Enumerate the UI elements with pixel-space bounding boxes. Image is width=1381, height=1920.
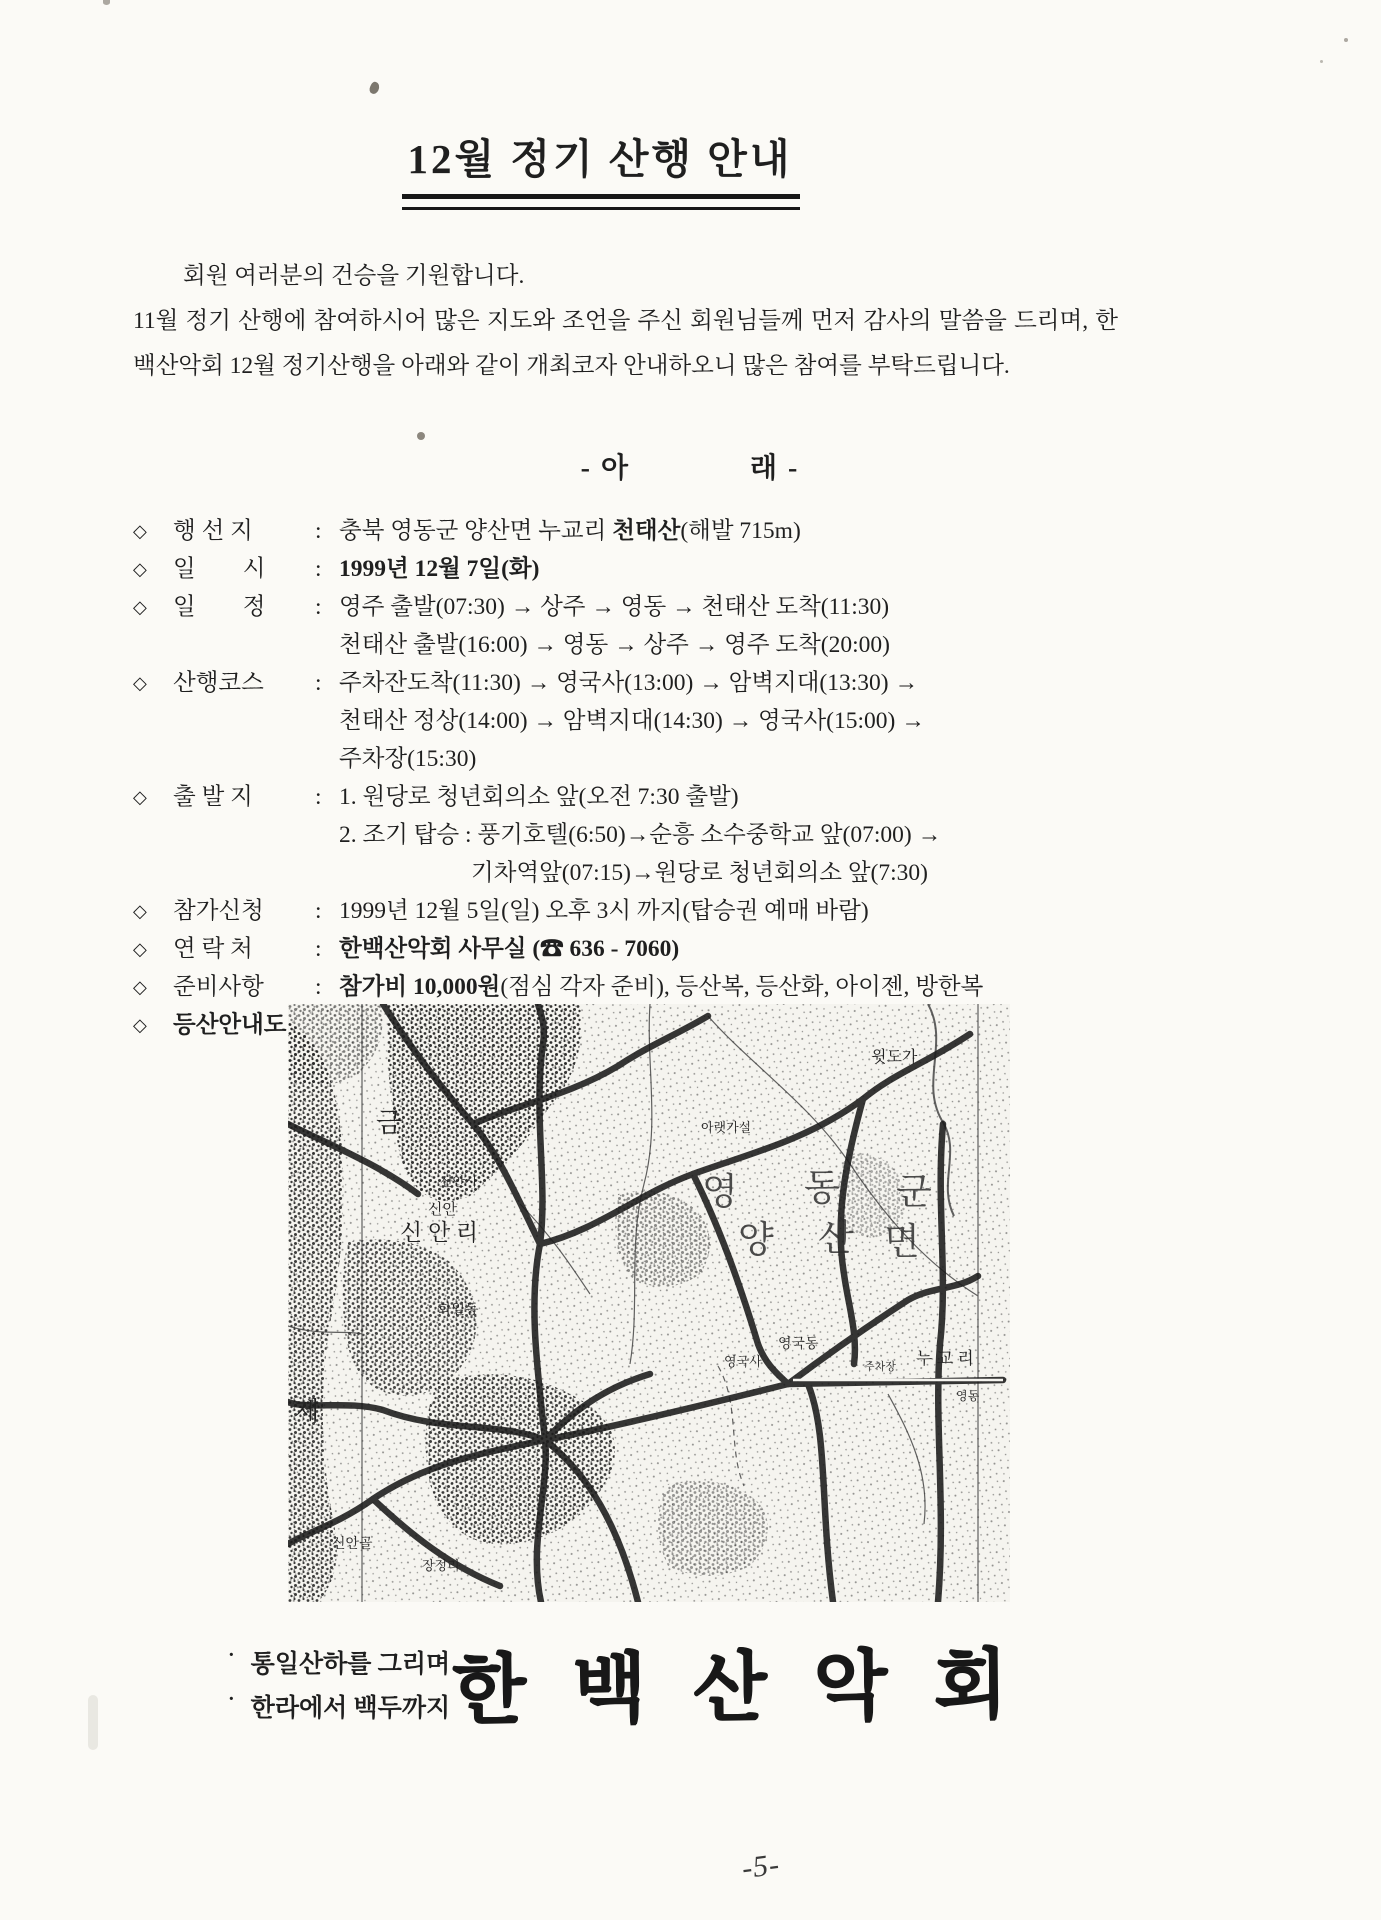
map-label-yeong: 영 (702, 1172, 738, 1213)
row-colon: : (315, 974, 322, 1000)
row-colon: : (315, 784, 322, 810)
row-label: 참가신청 (173, 898, 264, 924)
map-label-sinansa: 신안사 (440, 1174, 478, 1189)
scan-speck (1320, 60, 1323, 63)
diamond-bullet-icon: ◇ (133, 901, 147, 921)
row-label: 출 발 지 (173, 784, 253, 810)
row-colon: : (315, 936, 322, 962)
diamond-bullet-icon: ◇ (133, 559, 147, 579)
row-colon: : (315, 556, 322, 582)
hiking-map-image (288, 1004, 1010, 1602)
map-label-araetgasil: 아랫가실 (701, 1120, 752, 1135)
diamond-bullet-icon: ◇ (133, 521, 147, 541)
map-label-yang: 양 (738, 1220, 774, 1261)
map-label-sinan: 신안 (428, 1202, 457, 1218)
row-label: 산행코스 (173, 670, 264, 696)
slogan-line (228, 1644, 450, 1680)
row-value: 천태산 출발(16:00) → 영동 → 상주 → 영주 도착(20:00) (339, 632, 890, 658)
row-value: 1999년 12월 7일(화) (339, 556, 540, 582)
row-contact (133, 930, 1333, 968)
row-value: 2. 조기 탑승 : 풍기호텔(6:50)→순흥 소수중학교 앞(07:00) → (339, 822, 942, 848)
slogan-bullet-icon: · (228, 1644, 235, 1666)
map-label-witdoga: 윗도가 (871, 1049, 918, 1066)
title-underline (402, 194, 800, 210)
row-label: 행 선 지 (173, 518, 253, 544)
detail-list (133, 512, 1333, 1044)
row-value: 1. 원당로 청년회의소 앞(오전 7:30 출발) (339, 784, 739, 810)
map-label-san: 산 (818, 1218, 854, 1259)
row-value: 주차장(15:30) (339, 746, 477, 772)
scan-speck (103, 0, 110, 5)
row-label: 일 시 (173, 556, 266, 582)
map-label-sinangol: 신안골 (332, 1537, 373, 1552)
row-value: 충북 영동군 양산면 누교리 천태산(해발 715m) (339, 518, 801, 544)
map-label-myeon: 면 (884, 1222, 920, 1263)
map-label-hwaildong: 화일동 (438, 1303, 479, 1318)
row-value: 한백산악회 사무실 (☎ 636 - 7060) (339, 936, 680, 962)
row-preparation (133, 968, 1333, 1006)
row-datetime (133, 550, 1333, 588)
row-course-cont (133, 740, 1333, 778)
row-value: 천태산 정상(14:00) → 암벽지대(14:30) → 영국사(15:00) → (339, 708, 925, 734)
row-label: 연 락 처 (173, 936, 253, 962)
scan-speck (368, 81, 381, 96)
row-registration (133, 892, 1333, 930)
row-value: 1999년 12월 5일(일) 오후 3시 까지(탑승권 예매 바람) (339, 898, 869, 924)
row-colon: : (315, 670, 322, 696)
row-value: 주차잔도착(11:30) → 영국사(13:00) → 암벽지대(13:30) → (339, 670, 918, 696)
diamond-bullet-icon: ◇ (133, 597, 147, 617)
map-label-je: 제 (294, 1397, 320, 1426)
map-label-dong: 동 (804, 1168, 840, 1209)
map-label-jucha: 주차장 (864, 1361, 896, 1373)
scan-speck (1344, 38, 1348, 42)
subheading-arae: - 아 래 - (580, 453, 800, 484)
intro-paragraph (133, 254, 1118, 389)
club-signature-calligraphy: 한 백 산 악 회 (451, 1643, 1022, 1733)
map-label-yeonggukdong: 영국동 (778, 1337, 819, 1352)
diamond-bullet-icon: ◇ (133, 787, 147, 807)
row-departure-cont2 (133, 854, 1333, 892)
row-course-cont (133, 702, 1333, 740)
slogan-text: 통일산하를 그리며 (250, 1651, 451, 1678)
scan-smudge (88, 1695, 98, 1750)
diamond-bullet-icon: ◇ (133, 673, 147, 693)
row-schedule (133, 588, 1333, 626)
row-value: 참가비 10,000원(점심 각자 준비), 등산복, 등산화, 아이젠, 방한복 (339, 974, 984, 1000)
diamond-bullet-icon: ◇ (133, 1015, 147, 1035)
intro-greeting: 회원 여러분의 건승을 기원합니다. (183, 263, 525, 289)
map-label-gun: 군 (896, 1172, 932, 1213)
row-label: 등산안내도 (173, 1012, 287, 1038)
map-label-nugyori: 누 교 리 (916, 1349, 974, 1368)
row-label: 일 정 (173, 594, 266, 620)
row-departure-cont (133, 816, 1333, 854)
slogan-line (228, 1688, 450, 1724)
scan-speck (417, 432, 425, 440)
map-label-sinanri: 신 안 리 (400, 1220, 479, 1245)
intro-body: 11월 정기 산행에 참여하시어 많은 지도와 조언을 주신 회원님들께 먼저 감사의 말씀을 드리며, 한백산악회 12월 정기산행을 아래와 같이 개최코자 안내하오니 많은 참여를 부탁드립니다. (133, 308, 1118, 379)
map-label-jangjeongri: 장정리 (422, 1558, 460, 1573)
row-schedule-cont (133, 626, 1333, 664)
diamond-bullet-icon: ◇ (133, 977, 147, 997)
diamond-bullet-icon: ◇ (133, 939, 147, 959)
document-title: 12월 정기 산행 안내 (407, 136, 793, 182)
map-label-geum: 금 (376, 1108, 403, 1138)
slogan-bullet-icon: · (228, 1688, 235, 1710)
row-colon: : (315, 518, 322, 544)
row-destination (133, 512, 1333, 550)
row-colon: : (315, 898, 322, 924)
map-svg (288, 1004, 1010, 1602)
row-value: 기차역앞(07:15)→원당로 청년회의소 앞(7:30) (471, 860, 928, 886)
row-departure (133, 778, 1333, 816)
row-colon: : (315, 594, 322, 620)
slogan-text: 한라에서 백두까지 (250, 1695, 451, 1722)
map-label-yeongdong: 영동 (956, 1389, 980, 1403)
map-label-yeongguksa: 영국사 (724, 1354, 762, 1369)
row-value: 영주 출발(07:30) → 상주 → 영동 → 천태산 도착(11:30) (339, 594, 890, 620)
row-label: 준비사항 (173, 974, 264, 1000)
row-course (133, 664, 1333, 702)
page-number-handwritten: -5- (740, 1847, 782, 1886)
